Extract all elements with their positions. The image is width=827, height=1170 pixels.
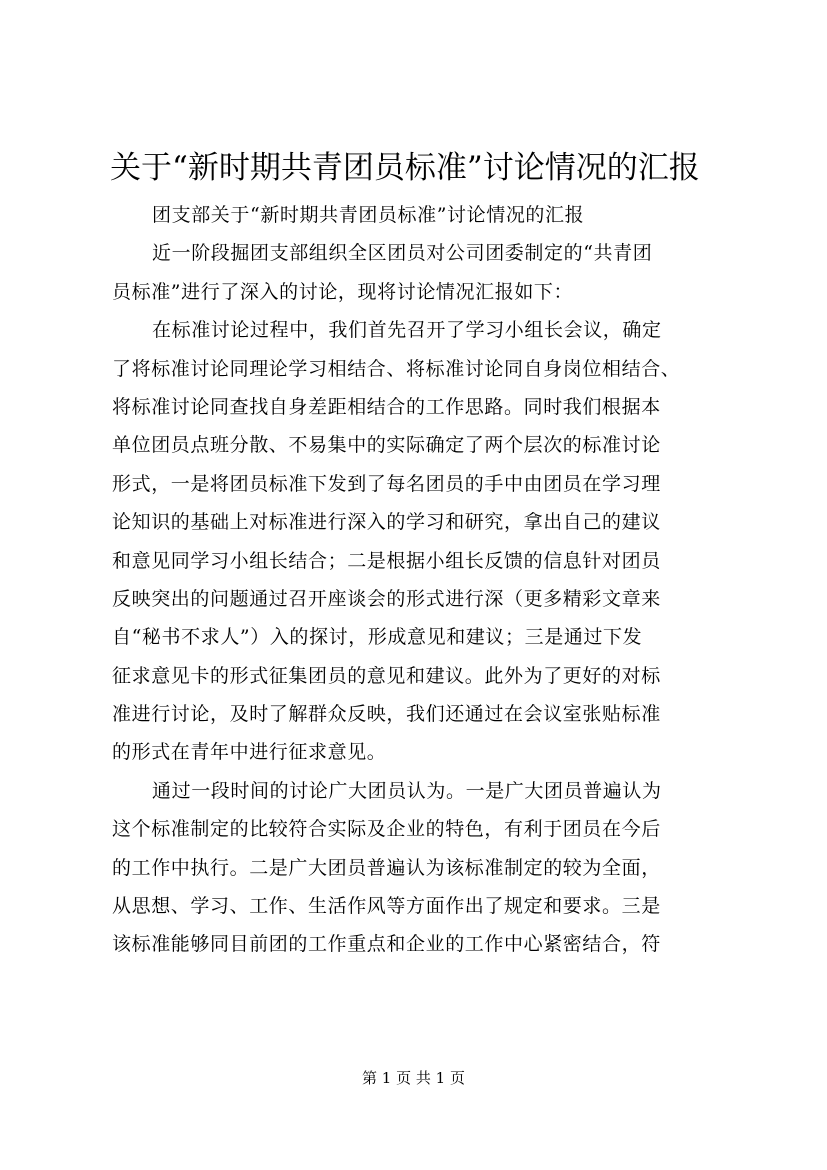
paragraph-line: 的形式在青年中进行征求意见。 (112, 741, 387, 764)
paragraph-line: 近一阶段掘团支部组织全区团员对公司团委制定的“共青团 (152, 242, 653, 265)
paragraph-line: 这个标准制定的比较符合实际及企业的特色，有利于团员在今后 (112, 818, 661, 841)
paragraph-line: 准进行讨论，及时了解群众反映，我们还通过在会议室张贴标准 (112, 703, 661, 726)
paragraph-line: 论知识的基础上对标准进行深入的学习和研究，拿出自己的建议 (112, 511, 661, 534)
paragraph-line: 该标准能够同目前团的工作重点和企业的工作中心紧密结合，符 (112, 933, 661, 956)
document-title: 关于“新时期共青团员标准”讨论情况的汇报 (110, 150, 700, 186)
paragraph-line: 在标准讨论过程中，我们首先召开了学习小组长会议，确定 (152, 319, 662, 342)
paragraph-line: 自“秘书不求人”）入的探讨，形成意见和建议；三是通过下发 (112, 626, 643, 649)
paragraph-line: 形式，一是将团员标准下发到了每名团员的手中由团员在学习理 (112, 472, 661, 495)
paragraph-line: 通过一段时间的讨论广大团员认为。一是广大团员普遍认为 (152, 779, 662, 802)
paragraph-line: 了将标准讨论同理论学习相结合、将标准讨论同自身岗位相结合、 (112, 357, 681, 380)
page-footer: 第 1 页 共 1 页 (362, 1069, 465, 1087)
paragraph-line: 的工作中执行。二是广大团员普遍认为该标准制定的较为全面， (112, 856, 661, 879)
document-body (112, 196, 724, 964)
paragraph-line: 和意见同学习小组长结合；二是根据小组长反馈的信息针对团员 (112, 549, 661, 572)
paragraph-line: 反映突出的问题通过召开座谈会的形式进行深（更多精彩文章来 (112, 587, 661, 610)
paragraph-line: 征求意见卡的形式征集团员的意见和建议。此外为了更好的对标 (112, 664, 661, 687)
paragraph-line: 单位团员点班分散、不易集中的实际确定了两个层次的标准讨论 (112, 434, 661, 457)
paragraph-line: 员标准”进行了深入的讨论，现将讨论情况汇报如下： (112, 280, 574, 303)
paragraph-line: 将标准讨论同查找自身差距相结合的工作思路。同时我们根据本 (112, 395, 661, 418)
subtitle-line: 团支部关于“新时期共青团员标准”讨论情况的汇报 (152, 204, 585, 226)
paragraph-line: 从思想、学习、工作、生活作风等方面作出了规定和要求。三是 (112, 895, 661, 918)
